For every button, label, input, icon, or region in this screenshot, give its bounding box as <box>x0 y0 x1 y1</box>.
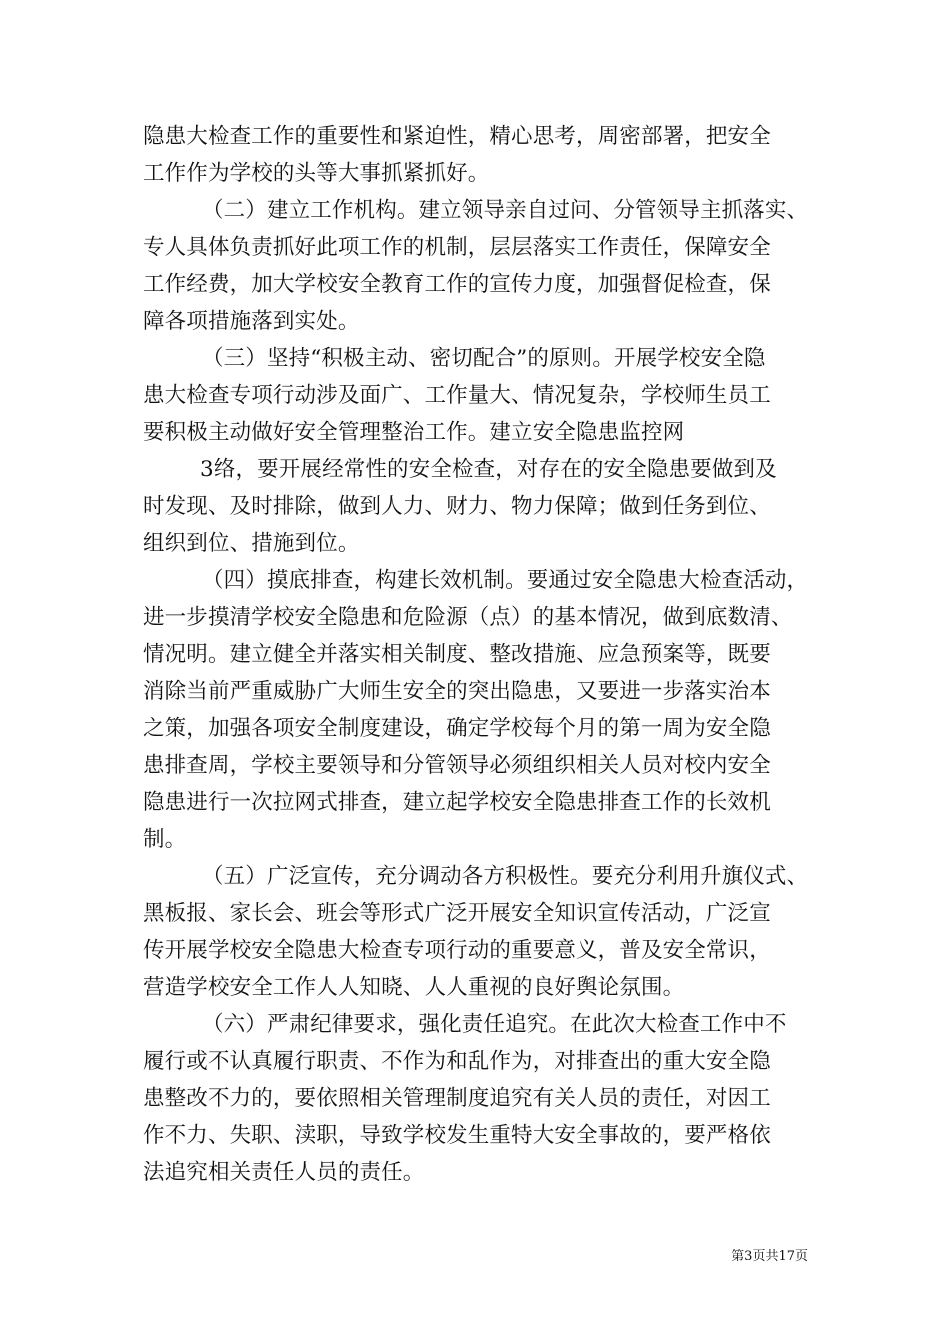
body-line-10: 3络，要开展经常性的安全检查，对存在的安全隐患要做到及 <box>200 457 777 482</box>
body-line-26: 履行或不认真履行职责、不作为和乱作为，对排查出的重大安全隐 <box>143 1049 771 1074</box>
body-line-9: 要积极主动做好安全管理整治工作。建立安全隐患监控网 <box>143 420 685 445</box>
body-line-27: 患整改不力的，要依照相关管理制度追究有关人员的责任，对因工 <box>143 1086 771 1111</box>
body-line-23: 传开展学校安全隐患大检查专项行动的重要意义，普及安全常识， <box>143 938 771 963</box>
body-line-22: 黑板报、家长会、班会等形式广泛开展安全知识宣传活动，广泛宣 <box>143 901 771 926</box>
body-line-19: 隐患进行一次拉网式排查，建立起学校安全隐患排查工作的长效机 <box>143 790 771 815</box>
body-line-28: 作不力、失职、渎职，导致学校发生重特大安全事故的，要严格依 <box>143 1123 771 1148</box>
body-line-24: 营造学校安全工作人人知晓、人人重视的良好舆论氛围。 <box>143 975 685 1000</box>
body-line-6: 障各项措施落到实处。 <box>143 309 360 334</box>
body-line-21: （五）广泛宣传，充分调动各方积极性。要充分利用升旗仪式、 <box>202 864 809 889</box>
body-line-13: （四）摸底排查，构建长效机制。要通过安全隐患大检查活动， <box>202 568 809 593</box>
body-line-17: 之策，加强各项安全制度建设，确定学校每个月的第一周为安全隐 <box>143 716 771 741</box>
body-line-16: 消除当前严重威胁广大师生安全的突出隐患，又要进一步落实治本 <box>143 679 771 704</box>
document-body <box>143 118 813 1191</box>
body-line-18: 患排查周，学校主要领导和分管领导必须组织相关人员对校内安全 <box>143 753 771 778</box>
body-line-15: 情况明。建立健全并落实相关制度、整改措施、应急预案等，既要 <box>143 642 771 667</box>
body-line-11: 时发现、及时排除，做到人力、财力、物力保障；做到任务到位、 <box>143 494 771 519</box>
body-line-1: 隐患大检查工作的重要性和紧迫性，精心思考，周密部署，把安全 <box>143 124 771 149</box>
body-line-2: 工作作为学校的头等大事抓紧抓好。 <box>143 161 490 186</box>
body-line-5: 工作经费，加大学校安全教育工作的宣传力度，加强督促检查，保 <box>143 272 771 297</box>
body-line-8: 患大检查专项行动涉及面广、工作量大、情况复杂，学校师生员工 <box>143 383 771 408</box>
body-line-14: 进一步摸清学校安全隐患和危险源（点）的基本情况，做到底数清、 <box>143 605 793 630</box>
page-number-footer: 第3页共17页 <box>731 1249 808 1264</box>
body-line-7: （三）坚持“积极主动、密切配合”的原则。开展学校安全隐 <box>202 346 766 371</box>
body-line-20: 制。 <box>143 827 187 852</box>
body-line-25: （六）严肃纪律要求，强化责任追究。在此次大检查工作中不 <box>202 1012 787 1037</box>
body-line-4: 专人具体负责抓好此项工作的机制，层层落实工作责任，保障安全 <box>143 235 771 260</box>
body-line-29: 法追究相关责任人员的责任。 <box>143 1160 425 1185</box>
body-line-12: 组织到位、措施到位。 <box>143 531 360 556</box>
body-line-3: （二）建立工作机构。建立领导亲自过问、分管领导主抓落实、 <box>202 198 809 223</box>
